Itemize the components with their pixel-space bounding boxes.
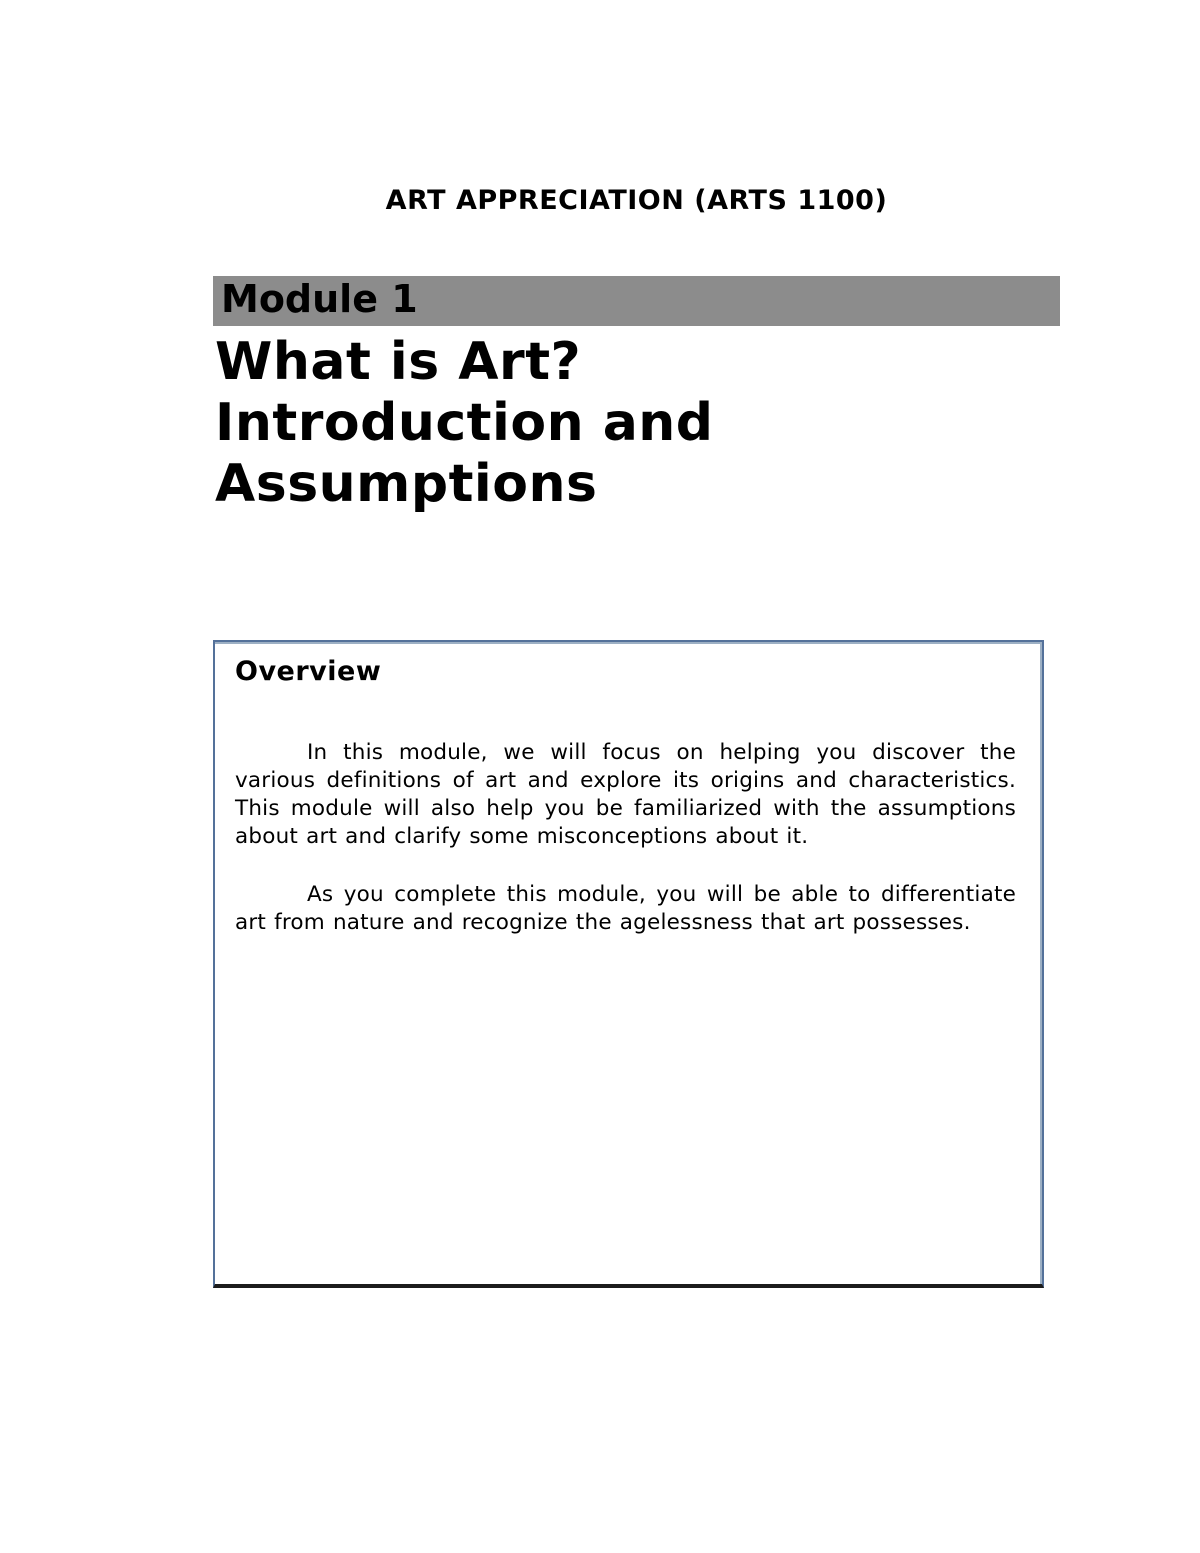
overview-heading: Overview [235, 656, 382, 687]
course-title: ART APPRECIATION (ARTS 1100) [385, 185, 888, 216]
overview-paragraphs [235, 739, 1016, 937]
content-column [213, 0, 1060, 516]
overview-paragraph-2: As you complete this module, you will be able to differentiate art from nature and recognize the agelessness that art possesses. [235, 881, 1016, 935]
module-title [213, 332, 1060, 516]
module-title-line-2: Introduction and [215, 393, 714, 454]
module-banner: Module 1 [213, 276, 1060, 326]
overview-box [213, 640, 1044, 1288]
overview-paragraph-1: In this module, we will focus on helping you discover the various definitions of art and explore its origins and characteristics. This module will also help you be familiarized with the assumptions about art and clarify some misconceptions about it. [235, 740, 1016, 849]
module-title-line-3: Assumptions [215, 454, 598, 515]
module-title-line-1: What is Art? [215, 331, 582, 392]
